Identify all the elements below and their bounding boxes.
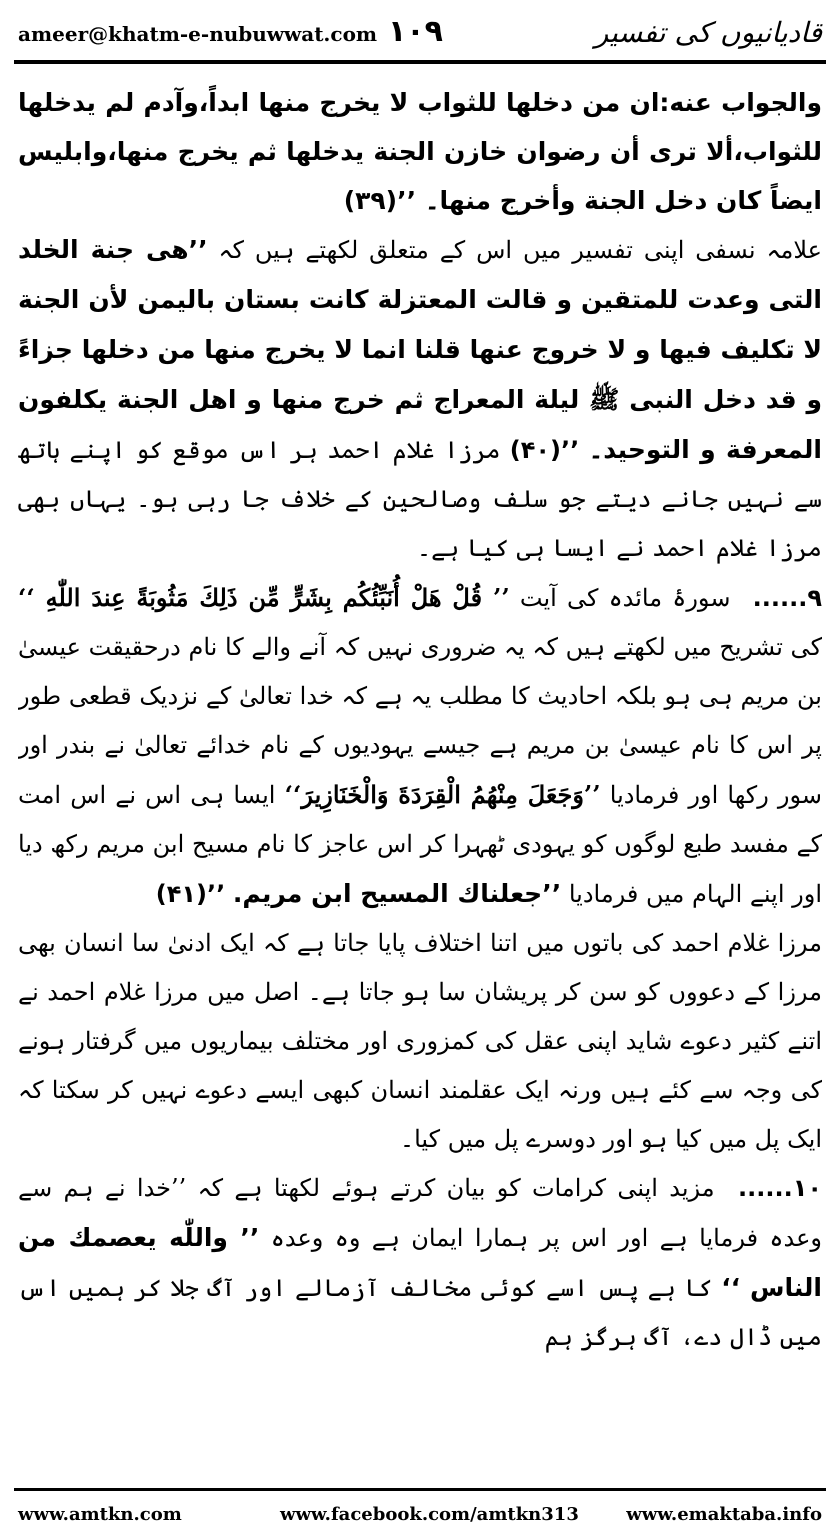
page-number: ١٠٩ bbox=[388, 14, 443, 49]
item-9-verse: ’’ قُلْ هَلْ أُنَبِّئُكُم بِشَرٍّ مِّن ذَلِكَ مَثُوبَةً عِندَ اللّٰهِ ‘‘ bbox=[18, 583, 510, 612]
page-body bbox=[18, 78, 822, 1468]
header-email: ameer@khatm-e-nubuwwat.com bbox=[18, 22, 378, 46]
item-9-text2: ایسا ہی اس نے اس امت کے مفسد طبع لوگوں کو یہودی ٹھہرا کر اس عاجز کا نام مسیح ابن مریم رکھ دیا اور اپنے الہام میں فرمادیا bbox=[18, 781, 822, 908]
item-9-text1: کی تشریح میں لکھتے ہیں کہ یہ ضروری نہیں کہ آنے والے کا نام درحقیقت عیسیٰ بن مریم ہی ہو بلکہ احادیث کا مطلب یہ ہے کہ خدا تعالیٰ کے نزدیک قطعی طور پر اس کا نام عیسیٰ بن مریم ہے جیسے یہودیوں کے نام خدائے تعالیٰ نے بندر اور سور رکھا اور فرمادیا bbox=[18, 633, 822, 809]
footnote-ref-40: ’’(۴۰) bbox=[509, 436, 580, 464]
nasafi-paragraph bbox=[18, 225, 822, 573]
item-9-quote: ’’جعلناك المسيح ابن مريم. bbox=[232, 879, 562, 908]
footer-site-emaktaba: www.emaktaba.info bbox=[626, 1504, 822, 1525]
arabic-quote-paragraph bbox=[18, 78, 822, 225]
nasafi-quote: ’’هی جنة الخلد التی وعدت للمتقین و قالت المعتزلة كانت بستان باليمن لأن الجنة لا تكليف فيها و لا خروج عنها قلنا انما لا يخرج منها من دخلها جزاءً و قد دخل النبی ﷺ ليلة المعراج ثم خرج منها و اهل الجنة يكلفون المعرفة و التوحيد۔ bbox=[18, 235, 822, 464]
item-10-quote: ’’ واللّٰه يعصمك من الناس ‘‘ bbox=[18, 1223, 822, 1302]
contradiction-paragraph: مرزا غلام احمد کی باتوں میں اتنا اختلاف پایا جاتا ہے کہ ایک ادنیٰ سا انسان بھی مرزا کے دعووں کو سن کر پریشان سا ہو جاتا ہے۔ اصل میں مرزا غلام احمد نے اتنے کثیر دعوے شاید اپنی عقل کی کمزوری اور مختلف بیماریوں میں گرفتار ہونے کی وجہ سے کئے ہیں ورنہ ایک عقلمند انسان کبھی ایسے دعوے نہیں کر سکتا کہ ایک پل میں کیا ہو اور دوسرے پل میں کیا۔ bbox=[18, 929, 822, 1153]
arabic-quote-text: والجواب عنه:ان من دخلها للثواب لا يخرج منها ابداً،وآدم لم يدخلها للثواب،ألا ترى أن رضوان خازن الجنة يدخلها ثم يخرج منها،وابليس ايضاً كان دخل الجنة وأخرج منها۔ bbox=[18, 88, 822, 215]
running-title: قادیانیوں کی تفسیر bbox=[594, 16, 822, 49]
footer-site-amtkn: www.amtkn.com bbox=[18, 1504, 182, 1525]
footnote-ref-41: ’’(۴۱) bbox=[155, 880, 226, 908]
item-10-paragraph bbox=[18, 1164, 822, 1362]
nasafi-tail: مرزا غلام احمد ہر اس موقع کو اپنے ہاتھ سے نہیں جانے دیتے جو سلف وصالحین کے خلاف جا رہی ہو۔ یہاں بھی مرزا غلام احمد نے ایسا ہی کیا ہے۔ bbox=[18, 436, 822, 562]
header-rule bbox=[14, 60, 826, 64]
item-9-number: ۹...... bbox=[752, 584, 822, 612]
footnote-ref-39: ’’(۳۹) bbox=[343, 186, 417, 215]
footer-rule bbox=[14, 1488, 826, 1491]
item-9-lead: سورۂ مائدہ کی آیت bbox=[519, 584, 731, 612]
item-10-lead: مزید اپنی کرامات کو بیان کرتے ہوئے لکھتا ہے کہ ’’خدا نے ہم سے وعدہ فرمایا ہے اور اس پر ہمارا ایمان ہے وہ وعدہ bbox=[18, 1174, 822, 1252]
footer-site-facebook: www.facebook.com/amtkn313 bbox=[280, 1504, 579, 1525]
item-10-tail: کا ہے پس اسے کوئی مخالف آزمالے اور آگ جلا کر ہمیں اس میں ڈال دے، آگ ہرگز ہم bbox=[18, 1274, 822, 1351]
item-9-verse2: ’’وَجَعَلَ مِنْهُمُ الْقِرَدَةَ وَالْخَنَازِيرَ‘‘ bbox=[284, 780, 601, 809]
page-footer bbox=[18, 1500, 822, 1530]
item-9-paragraph bbox=[18, 573, 822, 919]
nasafi-lead: علامہ نسفی اپنی تفسیر میں اس کے متعلق لکھتے ہیں کہ bbox=[218, 236, 822, 264]
page-header bbox=[18, 12, 822, 56]
item-10-number: ۱۰...... bbox=[737, 1174, 822, 1202]
